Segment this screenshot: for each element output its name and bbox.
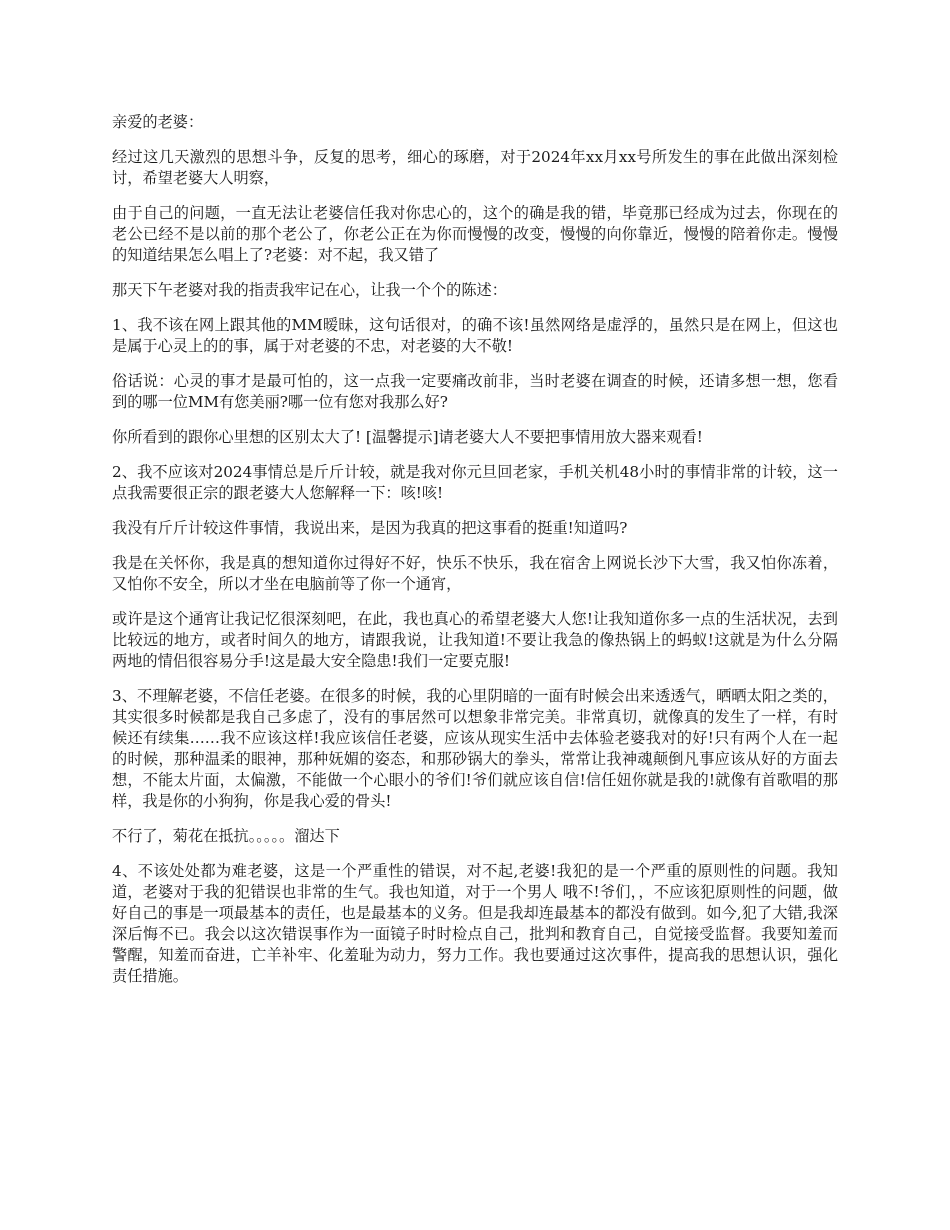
paragraph-point-1: 1、我不该在网上跟其他的MM暧昧，这句话很对，的确不该!虽然网络是虚浮的，虽然只是在网上，但这也是属于心灵上的的事，属于对老婆的不忠，对老婆的大不敬!: [112, 316, 838, 355]
paragraph-recount: 那天下午老婆对我的指责我牢记在心，让我一个个的陈述：: [112, 281, 507, 299]
letter-greeting: 亲爱的老婆：: [112, 113, 204, 131]
paragraph-tip: 你所看到的跟你心里想的区别太大了! [温馨提示]请老婆大人不要把事情用放大器来观看!: [112, 428, 703, 446]
letter-body: [112, 112, 838, 987]
paragraph-overnight: 或许是这个通宵让我记忆很深刻吧，在此，我也真心的希望老婆大人您!让我知道你多一点的生活状况，去到比较远的地方，或者时间久的地方，请跟我说，让我知道!不要让我急的像热锅上的蚂蚁!这就是为什么分隔两地的情侣很容易分手!这是最大安全隐患!我们一定要克服!: [112, 610, 838, 670]
paragraph-point-3: 3、不理解老婆，不信任老婆。在很多的时候，我的心里阴暗的一面有时候会出来透透气，晒晒太阳之类的，其实很多时候都是我自己多虑了，没有的事居然可以想象非常完美。非常真切，就像真的发生了一样，有时候还有续集……我不应该这样!我应该信任老婆，应该从现实生活中去体验老婆我对的好!只有两个人在一起的时候，那种温柔的眼神，那种妩媚的姿态，和那砂锅大的拳头，常常让我神魂颠倒凡事应该从好的方面去想，不能太片面，太偏激，不能做一个心眼小的爷们!爷们就应该自信!信任妞你就是我的!就像有首歌唱的那样，我是你的小狗狗，你是我心爱的骨头!: [112, 687, 838, 810]
paragraph-trust: 由于自己的问题，一直无法让老婆信任我对你忠心的，这个的确是我的错，毕竟那已经成为过去，你现在的老公已经不是以前的那个老公了，你老公正在为你而慢慢的改变，慢慢的向你靠近，慢慢的陪着你走。慢慢的知道结果怎么唱上了?老婆：对不起，我又错了: [112, 204, 838, 264]
paragraph-point-2: 2、我不应该对2024事情总是斤斤计较，就是我对你元旦回老家，手机关机48小时的事情非常的计较，这一点我需要很正宗的跟老婆大人您解释一下：咳!咳!: [112, 463, 838, 502]
paragraph-point-4: 4、不该处处都为难老婆，这是一个严重性的错误，对不起,老婆!我犯的是一个严重的原则性的问题。我知道，老婆对于我的犯错误也非常的生气。我也知道，对于一个男人 哦不!爷们，，不应该犯原则性的问题，做好自己的事是一项最基本的责任，也是最基本的义务。但是我却连最基本的都没有做到。如今,犯了大错,我深深后悔不已。我会以这次错误事作为一面镜子时时检点自己，批判和教育自己，自觉接受监督。我要知羞而警醒，知羞而奋进，亡羊补牢、化羞耻为动力，努力工作。我也要通过这次事件，提高我的思想认识，强化责任措施。: [112, 862, 838, 985]
paragraph-break: 不行了，菊花在抵抗。。。。。溜达下: [112, 827, 340, 845]
paragraph-intro: 经过这几天激烈的思想斗争，反复的思考，细心的琢磨，对于2024年xx月xx号所发生的事在此做出深刻检讨，希望老婆大人明察，: [112, 148, 838, 187]
paragraph-explain: 我没有斤斤计较这件事情，我说出来，是因为我真的把这事看的挺重!知道吗?: [112, 519, 628, 537]
paragraph-saying: 俗话说：心灵的事才是最可怕的，这一点我一定要痛改前非，当时老婆在调查的时候，还请多想一想，您看到的哪一位MM有您美丽?哪一位有您对我那么好?: [112, 372, 838, 411]
paragraph-care: 我是在关怀你，我是真的想知道你过得好不好，快乐不快乐，我在宿舍上网说长沙下大雪，我又怕你冻着，又怕你不安全，所以才坐在电脑前等了你一个通宵，: [112, 554, 838, 593]
